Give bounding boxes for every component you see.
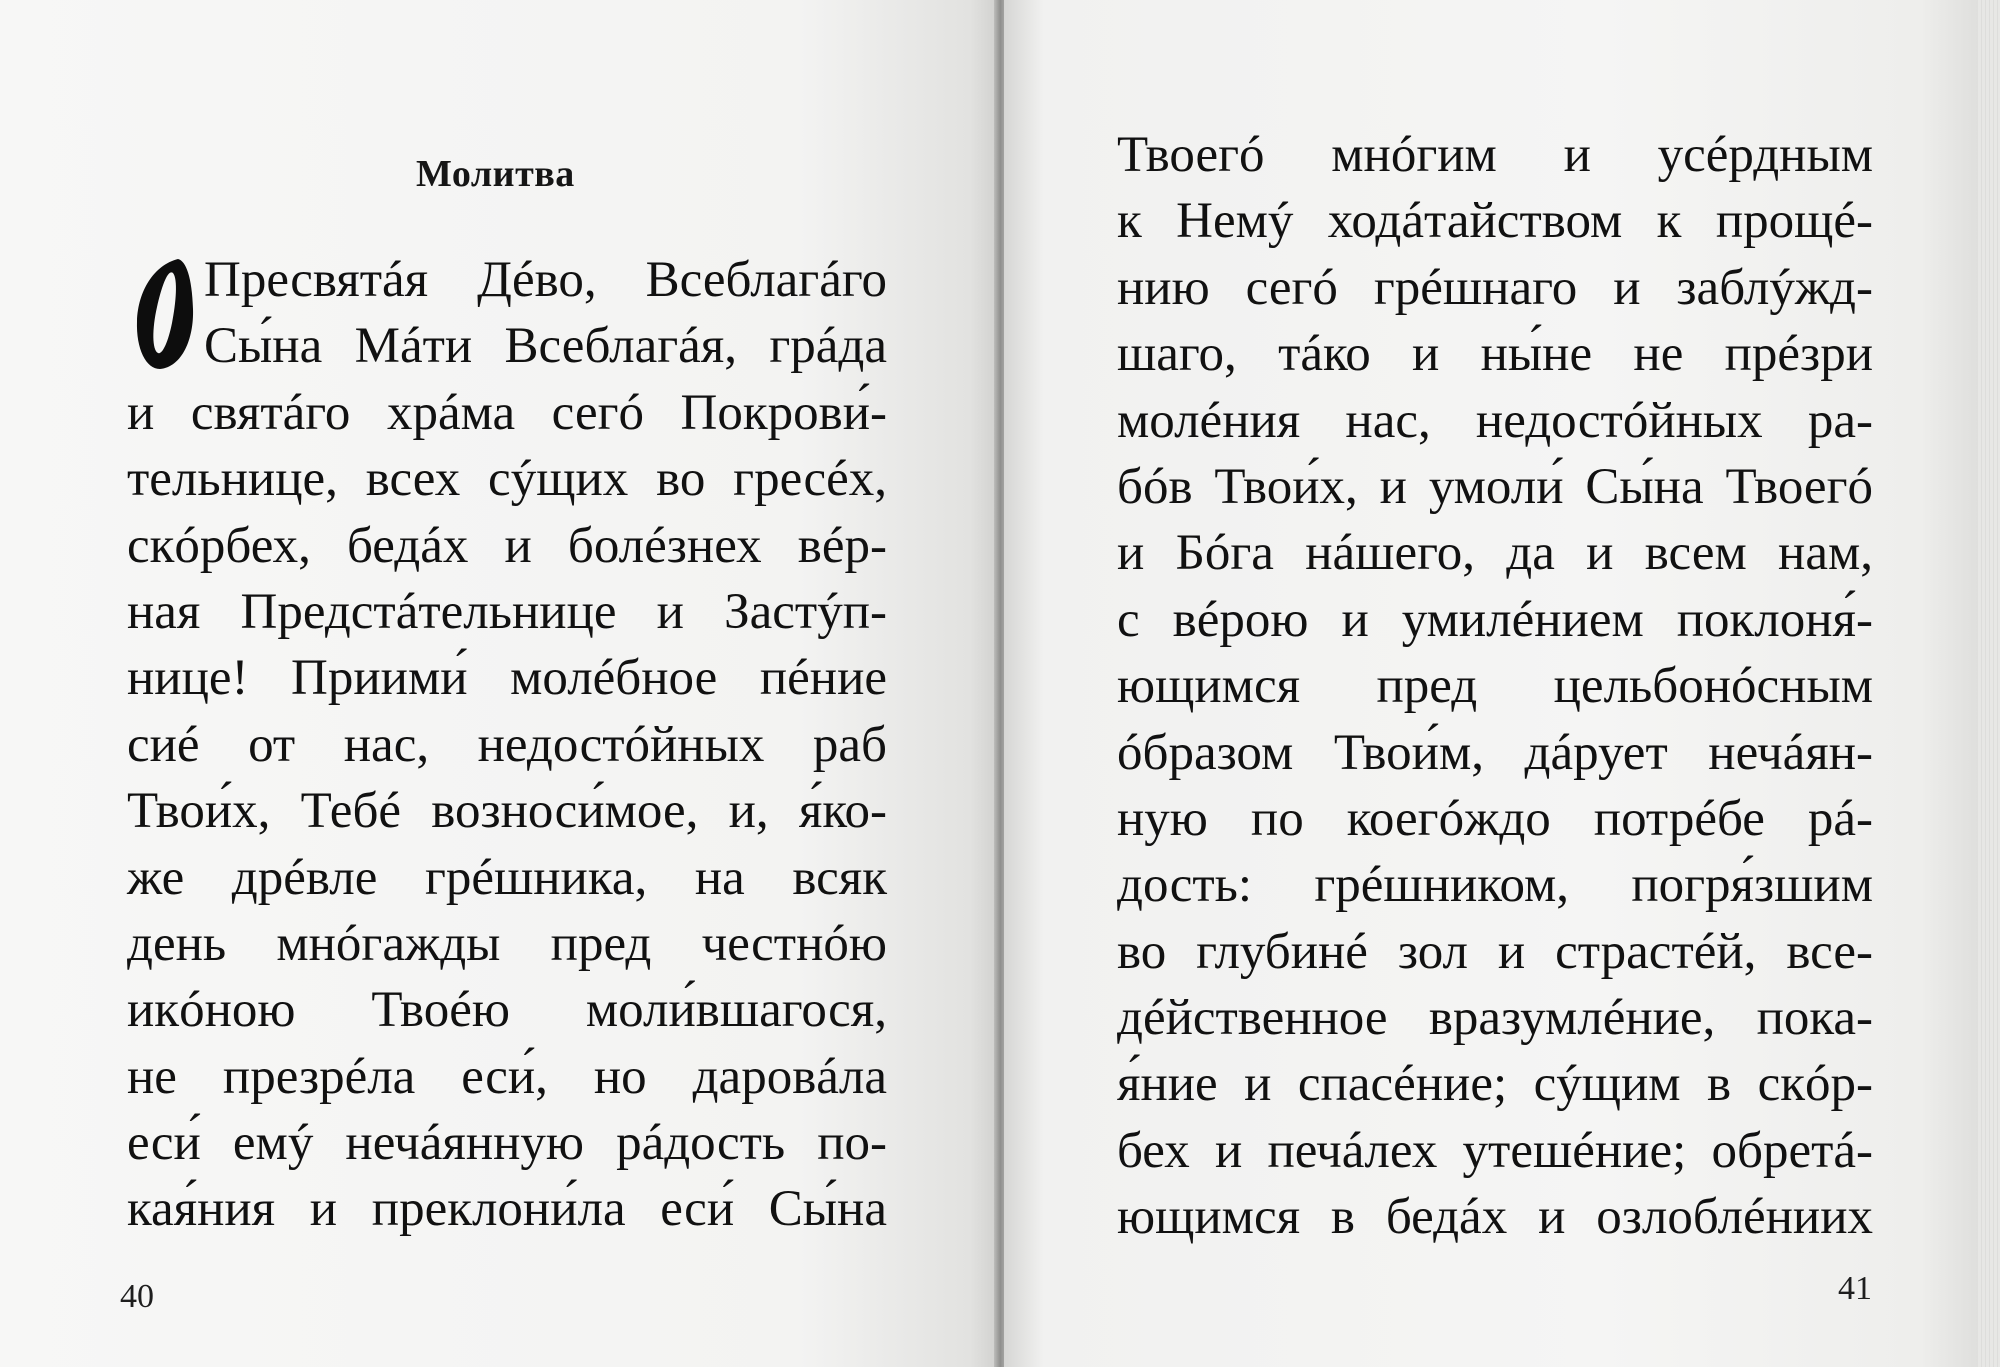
text-line: бех и печáлех утешéние; обретá- [1117,1122,1873,1179]
text-line: Сы́на Мáти Всеблагáя, грáда [204,318,887,375]
text-line: ную по коегóждо потрéбе рá- [1117,790,1873,847]
text-line: и святáго хрáма сегó Покрови́- [127,384,887,441]
text-line: нию сегó грéшнаго и заблýжд- [1117,259,1873,316]
text-line: и Бóга нáшего, да и всем нам, [1117,525,1873,582]
text-line: не презрéла еси́, но даровáла [127,1048,887,1105]
text-line: сиé от нас, недостóйных раб [127,716,887,773]
text-line: óбразом Твои́м, дáрует нечáян- [1117,724,1873,781]
text-line: во глубинé зол и страстéй, все- [1117,923,1873,980]
left-page-text [127,247,887,1243]
text-line: Твои́х, Тебé возноси́мое, и, я́ко- [127,783,887,840]
text-line: Твоегó мнóгим и усéрдным [1117,127,1873,183]
text-line: же дрéвле грéшника, на всяк [127,849,887,906]
text-line: день мнóгажды пред честнóю [127,915,887,972]
text-line: с вéрою и умилéнием поклоня́- [1117,591,1873,648]
right-page-text [1117,122,1873,1251]
page-edge [1978,0,2000,1367]
text-line: ющимся в бедáх и озлоблéниих [1117,1189,1873,1246]
text-line: бóв Твои́х, и умоли́ Сы́на Твоегó [1117,458,1873,515]
text-line: к Немý ходáтайством к прощé- [1117,193,1873,250]
text-line: тельнице, всех сýщих во гресéх, [127,451,887,508]
text-line: икóною Твоéю моли́вшагося, [127,982,887,1039]
prayer-heading: Молитва [416,153,575,195]
text-line: ная Предстáтельнице и Застýп- [127,583,887,640]
text-line: кая́ния и преклони́ла еси́ Сы́на [127,1181,887,1238]
text-line: скóрбех, бедáх и болéзнех вéр- [127,517,887,574]
text-line: нице! Приими́ молéбное пéние [127,650,887,707]
page-number-right: 41 [1838,1270,1872,1307]
text-line: ющимся пред цельбонóсным [1117,658,1873,715]
text-line: дéйственное вразумлéние, пока- [1117,990,1873,1047]
text-line: еси́ емý нечáянную рáдость по- [127,1115,887,1172]
text-line: дость: грéшником, погря́зшим [1117,857,1873,914]
text-line: шаго, тáко и ны́не не прéзри [1117,326,1873,383]
page-number-left: 40 [120,1278,154,1315]
text-line: молéния нас, недостóйных ра- [1117,392,1873,449]
right-page [1004,0,2000,1367]
text-line: Пресвятáя Дéво, Всеблагáго [204,252,887,308]
text-line: я́ние и спасéние; сýщим в скóр- [1117,1056,1873,1113]
